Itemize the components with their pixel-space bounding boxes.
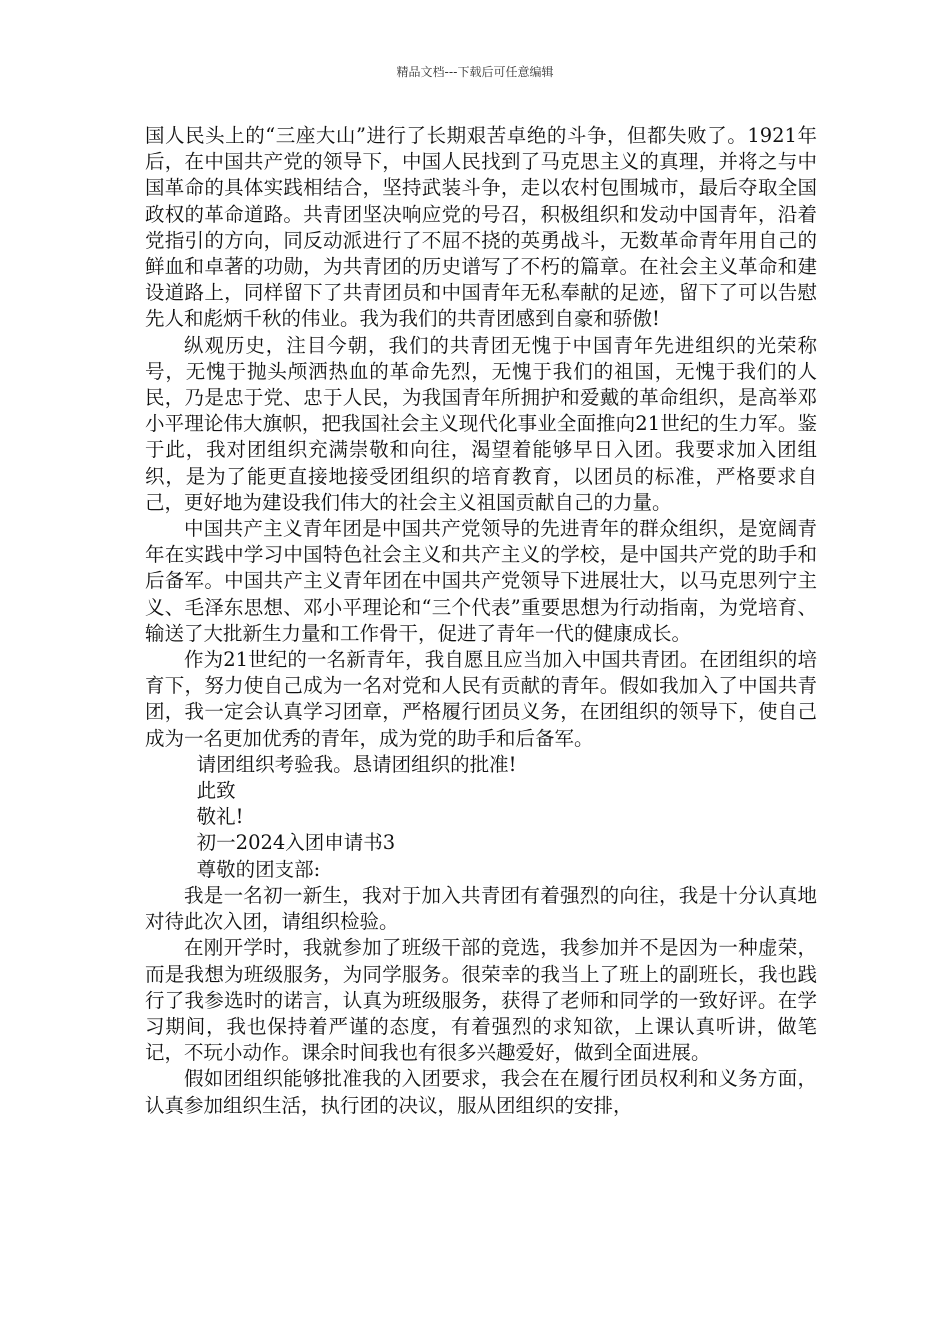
section-title: 初一2024入团申请书3: [196, 831, 396, 855]
section-paragraph-1: 我是一名初一新生，我对于加入共青团有着强烈的向往，我是十分认真地对待此次入团，请组织检验。: [145, 883, 817, 934]
paragraph-2: 纵观历史，注目今朝，我们的共青团无愧于中国青年先进组织的光荣称号，无愧于抛头颅洒热血的革命先烈，无愧于我们的祖国，无愧于我们的人民，乃是忠于党、忠于人民，为我国青年所拥护和爱戴的革命组织，是高举邓小平理论伟大旗帜，把我国社会主义现代化事业全面推向21世纪的生力军。鉴于此，我对团组织充满崇敬和向往，渴望着能够早日入团。我要求加入团组织，是为了能更直接地接受团组织的培育教育，以团员的标准，严格要求自己，更好地为建设我们伟大的社会主义祖国贡献自己的力量。: [145, 333, 817, 514]
document-body: [145, 123, 817, 1119]
page-header: 精品文档---下载后可任意编辑: [396, 65, 554, 79]
closing-cizhi: 此致: [196, 779, 236, 803]
paragraph-4: 作为21世纪的一名新青年，我自愿且应当加入中国共青团。在团组织的培育下，努力使自己成为一名对党和人民有贡献的青年。假如我加入了中国共青团，我一定会认真学习团章，严格履行团员义务，在团组织的领导下，使自己成为一名更加优秀的青年，成为党的助手和后备军。: [145, 648, 817, 750]
section-paragraph-3: 假如团组织能够批准我的入团要求，我会在在履行团员权利和义务方面，认真参加组织生活，执行团的决议，服从团组织的安排，: [145, 1067, 817, 1117]
closing-jingli: 敬礼!: [196, 805, 244, 829]
section-paragraph-2: 在刚开学时，我就参加了班级干部的竞选，我参加并不是因为一种虚荣，而是我想为班级服务，为同学服务。很荣幸的我当上了班上的副班长，我也践行了我参选时的诺言，认真为班级服务，获得了老师和同学的一致好评。在学习期间，我也保持着严谨的态度，有着强烈的求知欲，上课认真听讲，做笔记，不玩小动作。课余时间我也有很多兴趣爱好，做到全面进展。: [145, 936, 817, 1065]
salutation: 尊敬的团支部:: [196, 857, 321, 881]
closing-request: 请团组织考验我。恳请团组织的批准!: [196, 752, 517, 776]
paragraph-1: 国人民头上的“三座大山”进行了长期艰苦卓绝的斗争，但都失败了。1921年后，在中国共产党的领导下，中国人民找到了马克思主义的真理，并将之与中国革命的具体实践相结合，坚持武装斗争，走以农村包围城市，最后夺取全国政权的革命道路。共青团坚决响应党的号召，积极组织和发动中国青年，沿着党指引的方向，同反动派进行了不屈不挠的英勇战斗，无数革命青年用自己的鲜血和卓著的功勋，为共青团的历史谱写了不朽的篇章。在社会主义革命和建设道路上，同样留下了共青团员和中国青年无私奉献的足迹，留下了可以告慰先人和彪炳千秋的伟业。我为我们的共青团感到自豪和骄傲!: [145, 124, 817, 331]
paragraph-3: 中国共产主义青年团是中国共产党领导的先进青年的群众组织，是宽阔青年在实践中学习中国特色社会主义和共产主义的学校，是中国共产党的助手和后备军。中国共产主义青年团在中国共产党领导下进展壮大，以马克思列宁主义、毛泽东思想、邓小平理论和“三个代表”重要思想为行动指南，为党培育、输送了大批新生力量和工作骨干，促进了青年一代的健康成长。: [145, 517, 817, 645]
